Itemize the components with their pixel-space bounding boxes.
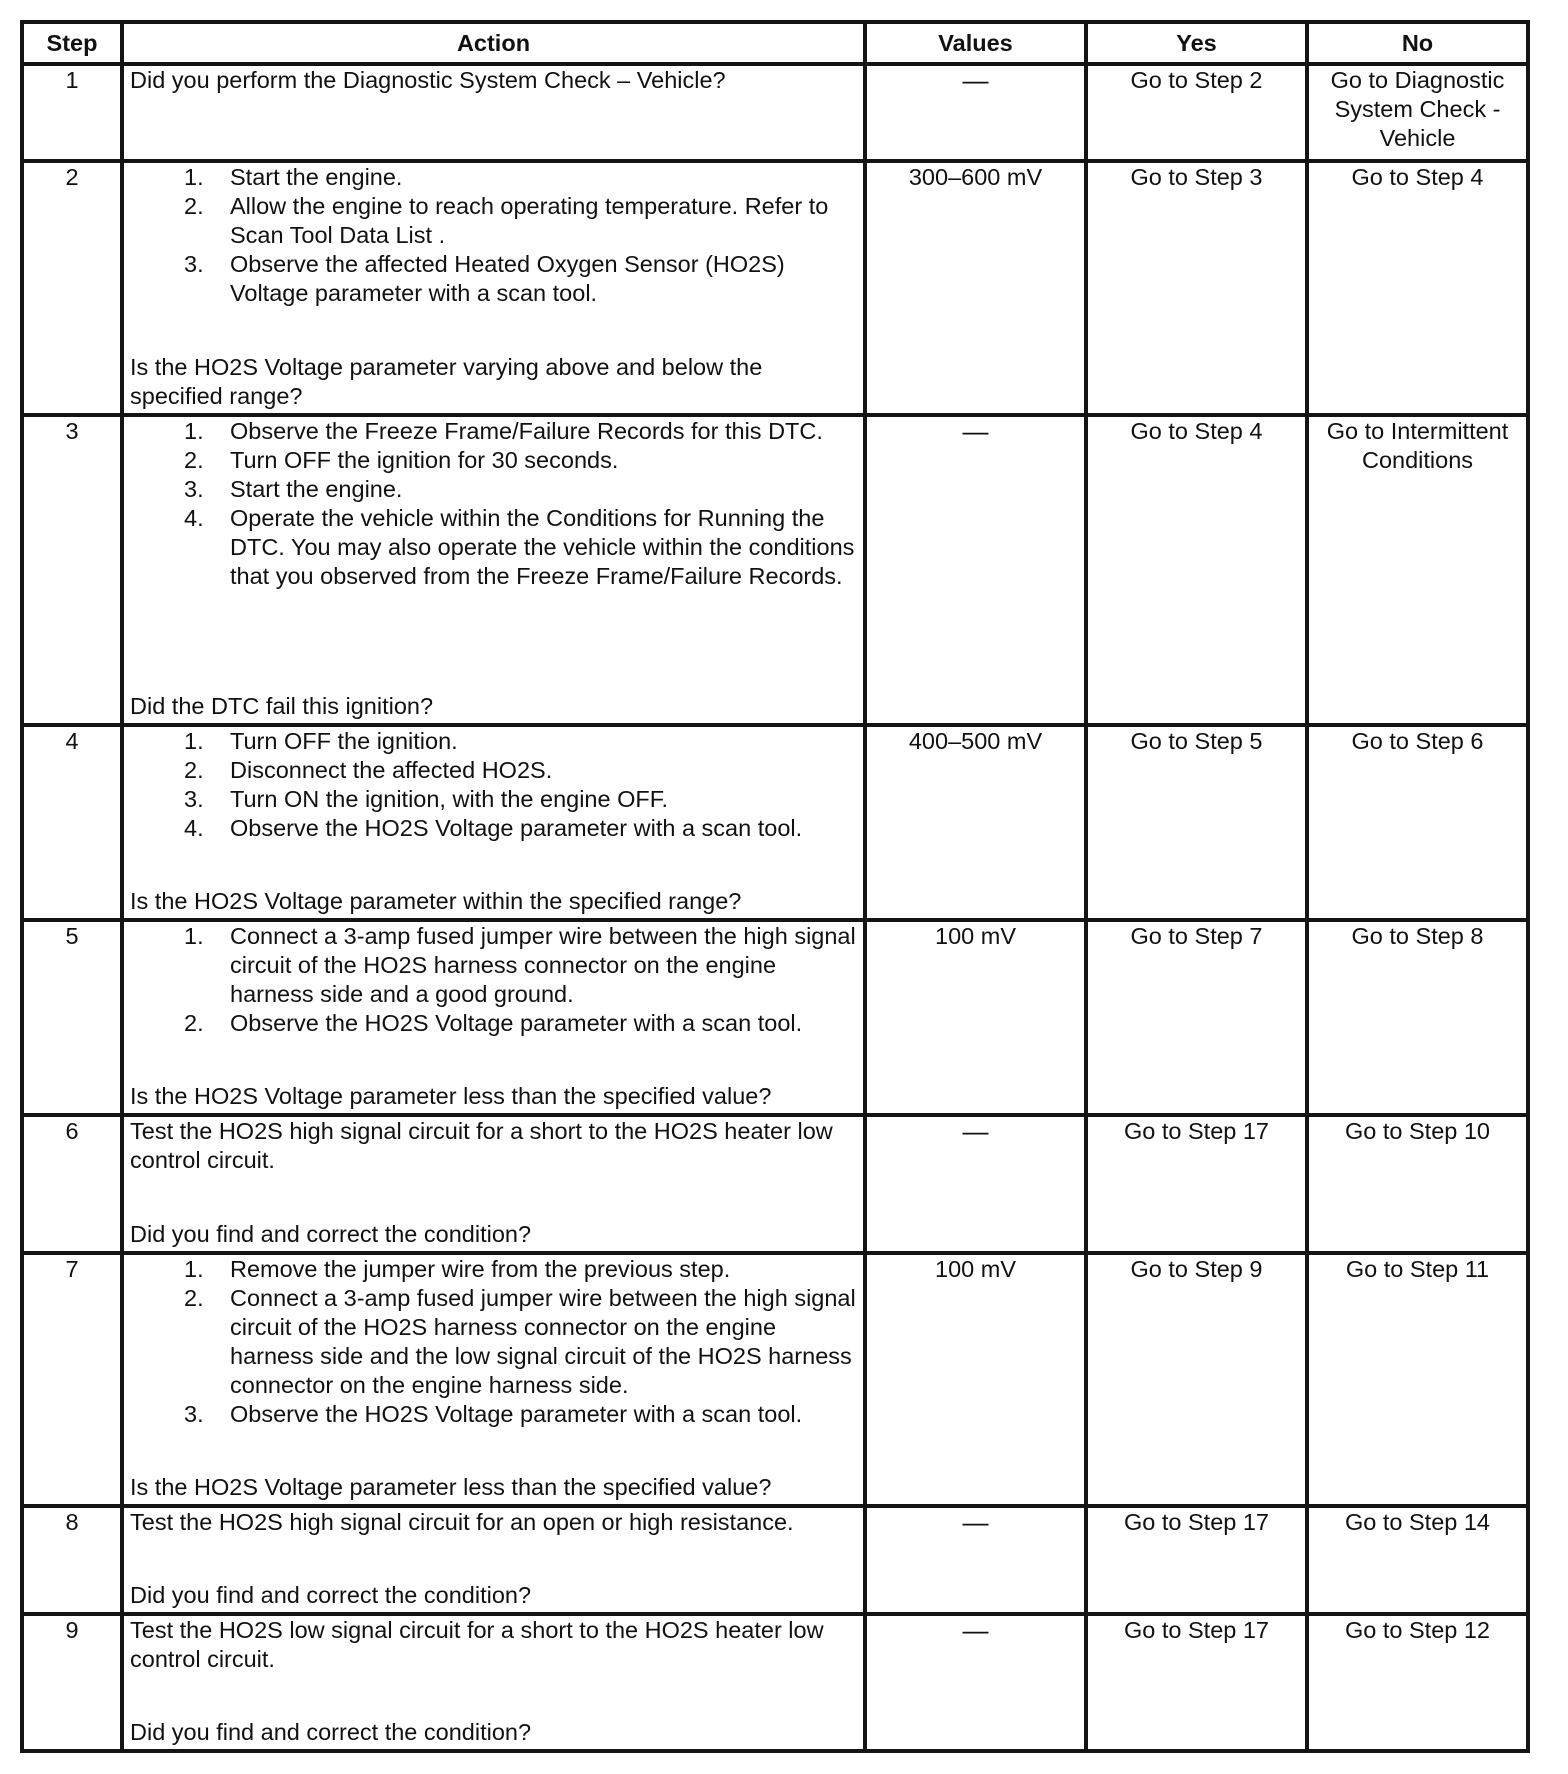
- action-question: Is the HO2S Voltage parameter less than the specified value?: [130, 1083, 772, 1109]
- yes-cell: Go to Step 17: [1086, 1115, 1307, 1253]
- yes-cell: Go to Step 17: [1086, 1506, 1307, 1614]
- header-yes: Yes: [1086, 22, 1307, 64]
- action-steps: [130, 727, 857, 843]
- table-row: [22, 1614, 1528, 1751]
- step-number: 1: [22, 64, 122, 161]
- action-cell: [122, 920, 865, 1115]
- diagnostic-table-wrapper: [20, 20, 1530, 1753]
- action-cell: [122, 1506, 865, 1614]
- header-step: Step: [22, 22, 122, 64]
- step-number: 7: [22, 1253, 122, 1506]
- list-item: 1. Connect a 3-amp fused jumper wire between the high signal circuit of the HO2S harness connector on the engine harness side and a good ground.: [184, 923, 856, 1007]
- action-text: Test the HO2S high signal circuit for a short to the HO2S heater low control circuit.: [130, 1118, 833, 1173]
- no-cell: Go to Step 4: [1307, 161, 1528, 415]
- action-text: Test the HO2S low signal circuit for a short to the HO2S heater low control circuit.: [130, 1617, 824, 1672]
- table-row: [22, 1253, 1528, 1506]
- no-cell: Go to Step 12: [1307, 1614, 1528, 1751]
- list-item: 2. Allow the engine to reach operating temperature. Refer to Scan Tool Data List .: [184, 193, 829, 248]
- no-cell: Go to Diagnostic System Check - Vehicle: [1307, 64, 1528, 161]
- yes-cell: Go to Step 4: [1086, 415, 1307, 725]
- table-row: [22, 415, 1528, 725]
- no-cell: Go to Step 8: [1307, 920, 1528, 1115]
- header-values: Values: [865, 22, 1086, 64]
- action-steps: [130, 1255, 857, 1429]
- list-item: 1. Turn OFF the ignition.: [184, 728, 458, 754]
- value-cell: 100 mV: [865, 920, 1086, 1115]
- table-row: [22, 725, 1528, 920]
- action-cell: [122, 161, 865, 415]
- value-cell: 100 mV: [865, 1253, 1086, 1506]
- header-no: No: [1307, 22, 1528, 64]
- action-steps: [130, 163, 857, 308]
- action-question: Is the HO2S Voltage parameter within the specified range?: [130, 888, 742, 914]
- step-number: 3: [22, 415, 122, 725]
- list-item: 3. Turn ON the ignition, with the engine OFF.: [184, 786, 669, 812]
- table-row: [22, 1115, 1528, 1253]
- header-action: Action: [122, 22, 865, 64]
- list-item: 1. Remove the jumper wire from the previous step.: [184, 1256, 731, 1282]
- action-question: Did the DTC fail this ignition?: [130, 693, 434, 719]
- no-cell: Go to Step 14: [1307, 1506, 1528, 1614]
- action-question: Did you find and correct the condition?: [130, 1582, 532, 1608]
- step-number: 9: [22, 1614, 122, 1751]
- action-cell: [122, 415, 865, 725]
- list-item: 1. Start the engine.: [184, 164, 403, 190]
- action-question: Did you find and correct the condition?: [130, 1719, 532, 1745]
- list-item: 4. Observe the HO2S Voltage parameter with a scan tool.: [184, 815, 803, 841]
- list-item: 2. Connect a 3-amp fused jumper wire between the high signal circuit of the HO2S harness connector on the engine harness side and the low signal circuit of the HO2S harness connector on the engine harness side.: [184, 1285, 856, 1398]
- list-item: 3. Observe the HO2S Voltage parameter with a scan tool.: [184, 1401, 803, 1427]
- table-row: [22, 64, 1528, 161]
- step-number: 5: [22, 920, 122, 1115]
- list-item: 1. Observe the Freeze Frame/Failure Records for this DTC.: [184, 418, 823, 444]
- list-item: 2. Observe the HO2S Voltage parameter with a scan tool.: [184, 1010, 803, 1036]
- diagnostic-table: [20, 20, 1530, 1753]
- table-row: [22, 1506, 1528, 1614]
- value-cell: —: [865, 1614, 1086, 1751]
- list-item: 4. Operate the vehicle within the Conditions for Running the DTC. You may also operate the vehicle within the conditions that you observed from the Freeze Frame/Failure Records.: [184, 505, 855, 589]
- no-cell: Go to Step 11: [1307, 1253, 1528, 1506]
- yes-cell: Go to Step 17: [1086, 1614, 1307, 1751]
- yes-cell: Go to Step 9: [1086, 1253, 1307, 1506]
- action-cell: [122, 64, 865, 161]
- action-question: Did you find and correct the condition?: [130, 1221, 532, 1247]
- action-cell: [122, 1253, 865, 1506]
- action-cell: [122, 725, 865, 920]
- no-cell: Go to Intermittent Conditions: [1307, 415, 1528, 725]
- list-item: 3. Start the engine.: [184, 476, 403, 502]
- table-row: [22, 161, 1528, 415]
- step-number: 2: [22, 161, 122, 415]
- yes-cell: Go to Step 3: [1086, 161, 1307, 415]
- action-text: Did you perform the Diagnostic System Check – Vehicle?: [130, 67, 726, 93]
- value-cell: —: [865, 1506, 1086, 1614]
- action-steps: [130, 922, 857, 1038]
- list-item: 3. Observe the affected Heated Oxygen Sensor (HO2S) Voltage parameter with a scan tool.: [184, 251, 785, 306]
- list-item: 2. Turn OFF the ignition for 30 seconds.: [184, 447, 619, 473]
- value-cell: —: [865, 415, 1086, 725]
- yes-cell: Go to Step 5: [1086, 725, 1307, 920]
- action-steps: [130, 417, 857, 591]
- value-cell: —: [865, 1115, 1086, 1253]
- value-cell: 300–600 mV: [865, 161, 1086, 415]
- yes-cell: Go to Step 7: [1086, 920, 1307, 1115]
- header-row: [22, 22, 1528, 64]
- list-item: 2. Disconnect the affected HO2S.: [184, 757, 553, 783]
- action-text: Test the HO2S high signal circuit for an open or high resistance.: [130, 1509, 794, 1535]
- step-number: 6: [22, 1115, 122, 1253]
- action-question: Is the HO2S Voltage parameter less than the specified value?: [130, 1474, 772, 1500]
- value-cell: 400–500 mV: [865, 725, 1086, 920]
- action-question: Is the HO2S Voltage parameter varying above and below the specified range?: [130, 354, 763, 409]
- value-cell: —: [865, 64, 1086, 161]
- step-number: 8: [22, 1506, 122, 1614]
- yes-cell: Go to Step 2: [1086, 64, 1307, 161]
- action-cell: [122, 1614, 865, 1751]
- step-number: 4: [22, 725, 122, 920]
- action-cell: [122, 1115, 865, 1253]
- table-row: [22, 920, 1528, 1115]
- no-cell: Go to Step 10: [1307, 1115, 1528, 1253]
- no-cell: Go to Step 6: [1307, 725, 1528, 920]
